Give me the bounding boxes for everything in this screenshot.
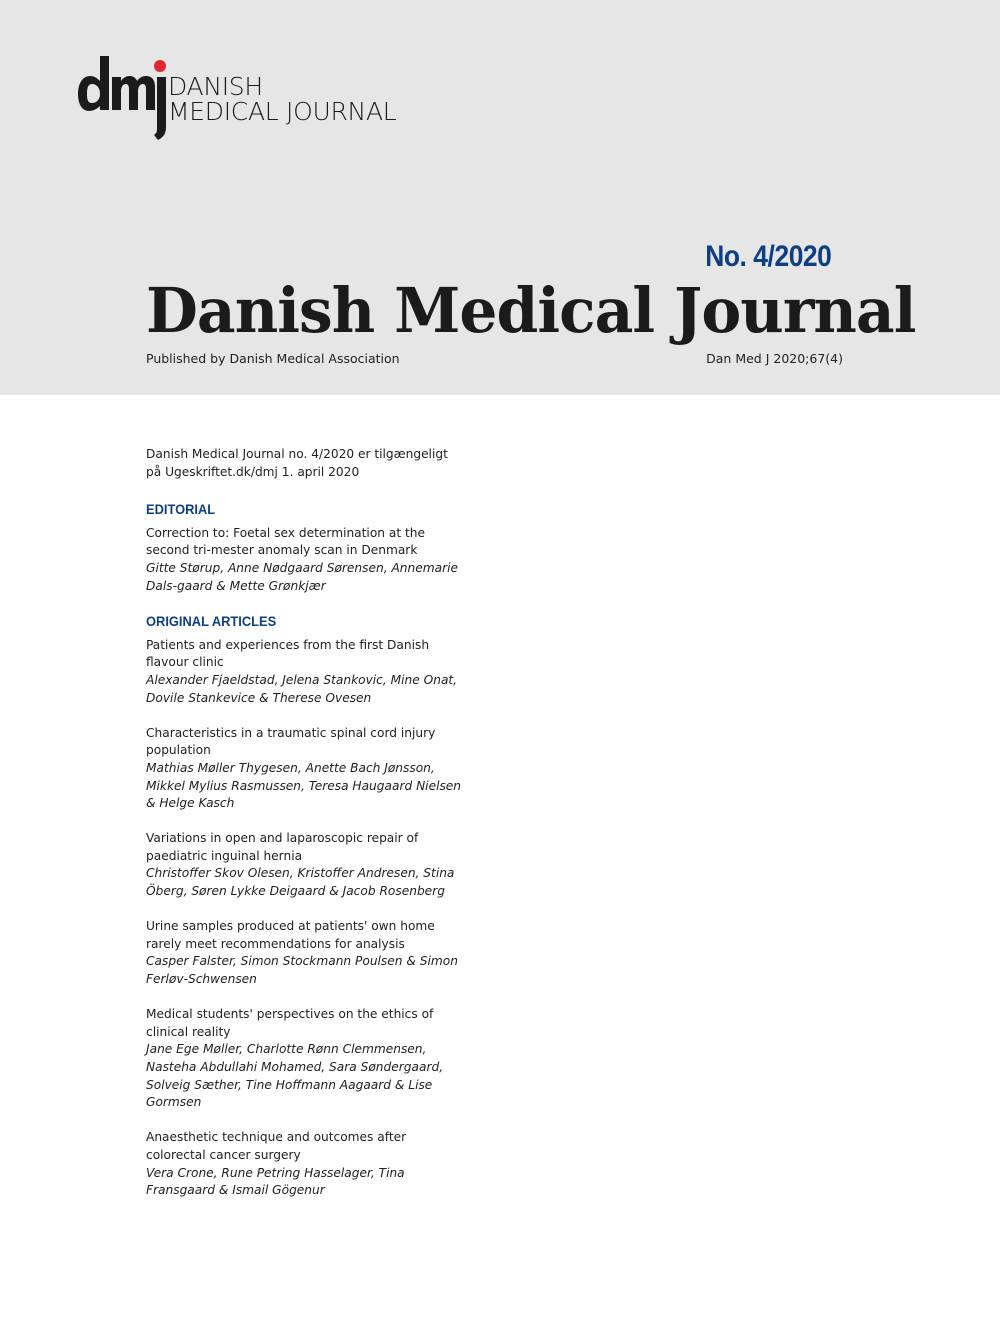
publisher-line: Published by Danish Medical Association — [146, 351, 400, 366]
dmj-logo-icon — [78, 56, 170, 140]
citation-line: Dan Med J 2020;67(4) — [706, 351, 843, 366]
article-entry[interactable] — [146, 918, 466, 988]
table-of-contents — [146, 446, 466, 1218]
article-title: Correction to: Foetal sex determination at the second tri-mester anomaly scan in Denmark — [146, 525, 425, 558]
article-authors: Christoffer Skov Olesen, Kristoffer Andresen, Stina Öberg, Søren Lykke Deigaard & Jacob Rosenberg — [146, 866, 455, 899]
article-entry[interactable] — [146, 1129, 466, 1199]
article-entry[interactable] — [146, 525, 466, 595]
section-editorial — [146, 501, 466, 595]
article-authors: Vera Crone, Rune Petring Hasselager, Tina Fransgaard & Ismail Gögenur — [146, 1165, 405, 1198]
journal-logo — [78, 56, 398, 146]
article-title: Anaesthetic technique and outcomes after colorectal cancer surgery — [146, 1130, 407, 1162]
article-entry[interactable] — [146, 1006, 466, 1112]
article-entry[interactable] — [146, 725, 466, 813]
article-authors: Casper Falster, Simon Stockmann Poulsen & Simon Ferløv-Schwensen — [146, 954, 458, 987]
article-authors: Alexander Fjaeldstad, Jelena Stankovic, Mine Onat, Dovile Stankevice & Therese Ovesen — [146, 672, 458, 705]
article-entry[interactable] — [146, 637, 466, 707]
logo-line-2: MEDICAL JOURNAL — [168, 97, 397, 126]
journal-title: Danish Medical Journal — [146, 274, 916, 347]
cover-header — [0, 0, 1000, 395]
logo-wordmark — [168, 74, 396, 124]
article-title: Urine samples produced at patients' own home rarely meet recommendations for analysis — [146, 919, 435, 951]
issue-number: No. 4/2020 — [704, 240, 831, 273]
article-authors: Gitte Størup, Anne Nødgaard Sørensen, Annemarie Dals-gaard & Mette Grønkjær — [146, 560, 458, 593]
article-title: Characteristics in a traumatic spinal cord injury population — [146, 725, 436, 758]
section-heading-editorial: EDITORIAL — [146, 501, 216, 518]
section-heading-original-articles: ORIGINAL ARTICLES — [146, 613, 277, 630]
availability-note: Danish Medical Journal no. 4/2020 er tilgængeligt på Ugeskriftet.dk/dmj 1. april 2020 — [146, 447, 448, 479]
article-authors: Mathias Møller Thygesen, Anette Bach Jønsson, Mikkel Mylius Rasmussen, Teresa Haugaard Nielsen & Helge Kasch — [146, 760, 462, 811]
logo-line-1: DANISH — [168, 72, 263, 101]
article-title: Medical students' perspectives on the ethics of clinical reality — [146, 1007, 434, 1039]
section-original-articles — [146, 613, 466, 1200]
article-authors: Jane Ege Møller, Charlotte Rønn Clemmensen, Nasteha Abdullahi Mohamed, Sara Søndergaard, Solveig Sæther, Tine Hoffmann Aagaard & Lise Gormsen — [146, 1042, 444, 1110]
article-title: Variations in open and laparoscopic repair of paediatric inguinal hernia — [146, 831, 419, 863]
article-entry[interactable] — [146, 830, 466, 900]
article-title: Patients and experiences from the first Danish flavour clinic — [146, 637, 430, 670]
